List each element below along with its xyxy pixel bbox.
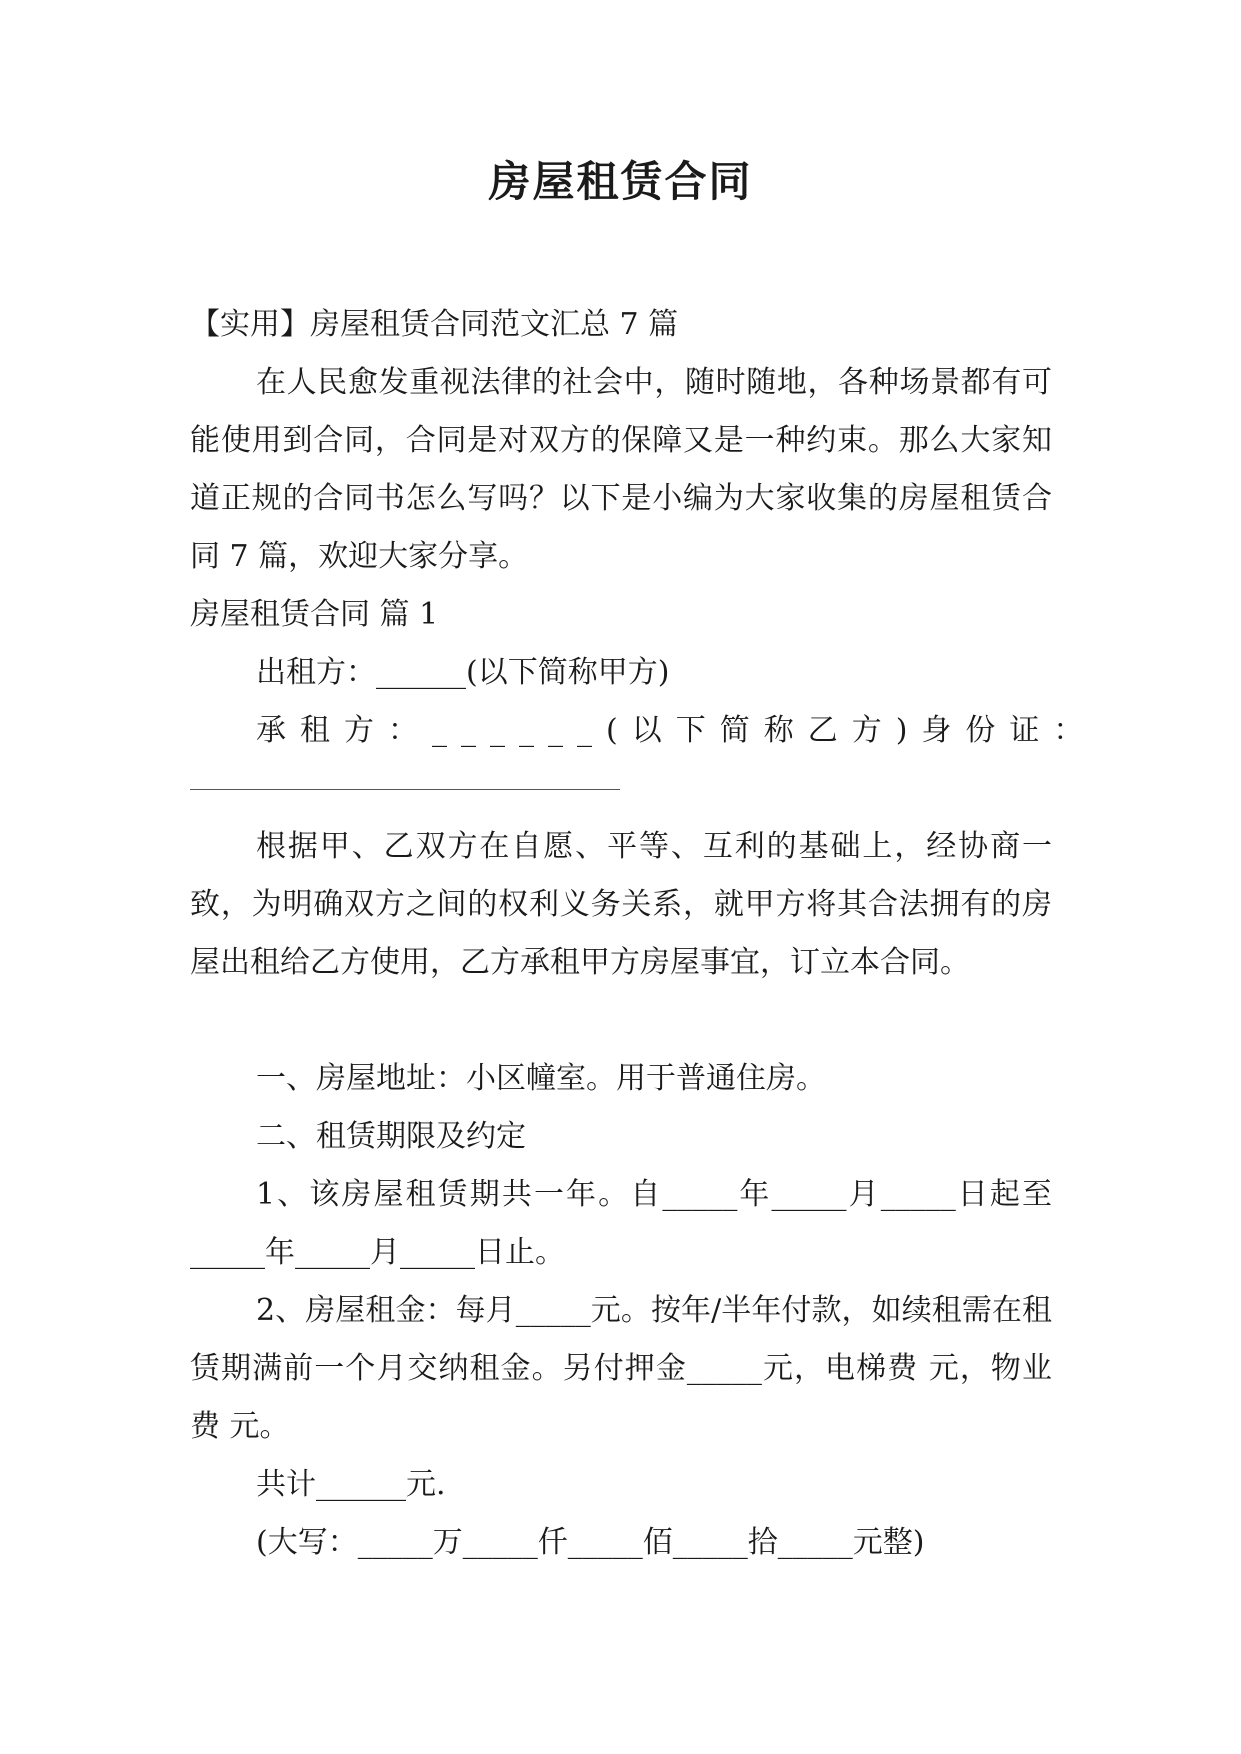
- lessor-line: 出租方：______(以下简称甲方): [256, 655, 670, 690]
- item-lease-period: 1、该房屋租赁期共一年。自_____年_____月_____日起至_____年_____月_____日止。: [190, 1177, 1052, 1270]
- document-title: 房屋租赁合同: [488, 157, 753, 206]
- lessee-line: 承租方：______(以下简称乙方)身份证：: [256, 713, 1098, 748]
- total-amount-words-line: (大写：_____万_____仟_____佰_____拾_____元整): [256, 1525, 925, 1560]
- total-amount-line: 共计______元.: [256, 1467, 446, 1502]
- intro-paragraph: 在人民愈发重视法律的社会中，随时随地，各种场景都有可能使用到合同，合同是对双方的保障又是一种约束。那么大家知道正规的合同书怎么写吗？以下是小编为大家收集的房屋租赁合同 7 篇，欢迎大家分享。: [190, 365, 1052, 574]
- id-number-blank-line: [190, 789, 620, 790]
- section-heading: 房屋租赁合同 篇 1: [190, 597, 439, 632]
- item-rent: 2、房屋租金：每月_____元。按年/半年付款，如续租需在租赁期满前一个月交纳租金。另付押金_____元，电梯费 元，物业费 元。: [190, 1293, 1052, 1444]
- clause-term-heading: 二、租赁期限及约定: [256, 1119, 526, 1154]
- clause-address: 一、房屋地址：小区幢室。用于普通住房。: [256, 1061, 826, 1096]
- document-subtitle: 【实用】房屋租赁合同范文汇总 7 篇: [190, 307, 679, 342]
- preamble-paragraph: 根据甲、乙双方在自愿、平等、互利的基础上，经协商一致，为明确双方之间的权利义务关系，就甲方将其合法拥有的房屋出租给乙方使用，乙方承租甲方房屋事宜，订立本合同。: [190, 829, 1052, 980]
